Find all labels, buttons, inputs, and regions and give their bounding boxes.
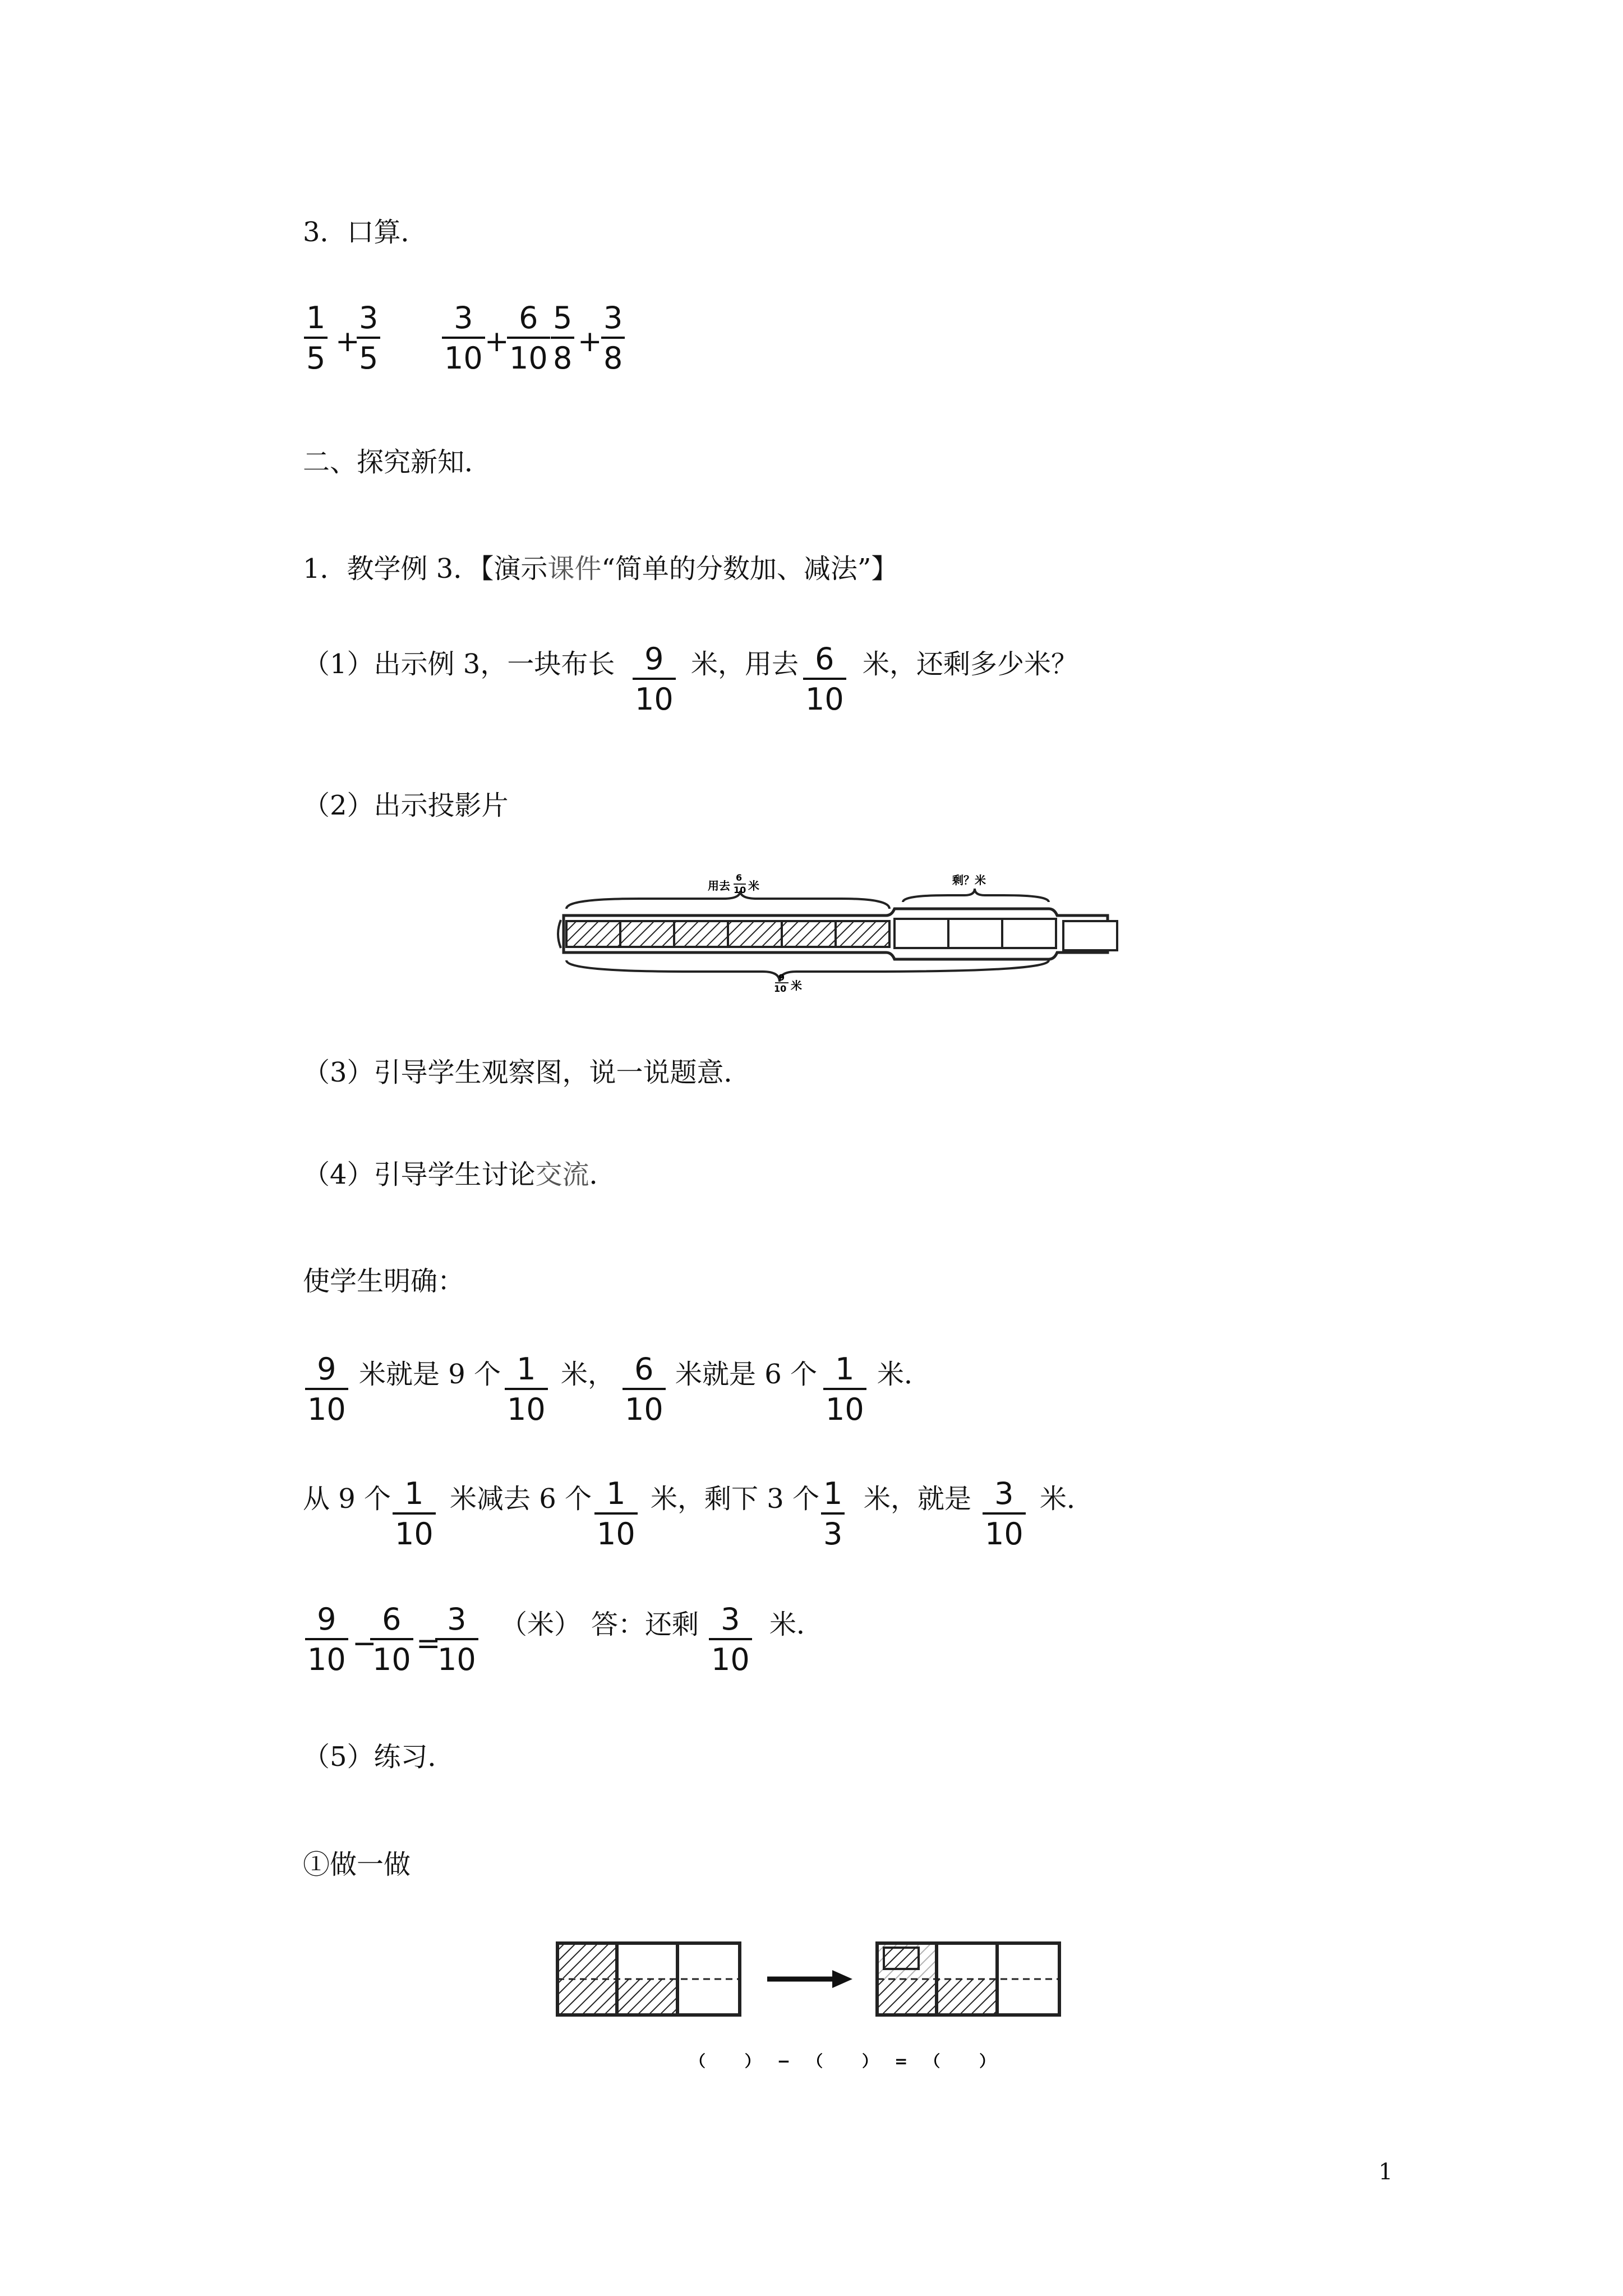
total-frac-num: 9 [778,972,785,983]
courseware-text: 课件 [547,553,602,585]
equals-sign: = [416,1627,441,1660]
fraction: 3 10 [983,1479,1026,1549]
line2-text2: 米减去 6 个 [450,1483,592,1515]
line2-text4: 米，就是 [864,1483,972,1515]
answer-text: 答：还剩 [591,1609,699,1640]
step1-text-c: 米，还剩多少米？ [863,648,1078,680]
fraction: 3 10 [435,1604,478,1675]
fraction: 6 10 [803,644,846,715]
step1-text-b: 米，用去 [691,648,799,680]
fraction: 3 10 [709,1604,752,1675]
used-frac-den: 10 [734,885,746,895]
fraction: 9 10 [305,1354,348,1425]
unit-meter: （米） [500,1609,582,1640]
step4-text [303,1161,616,1188]
fraction: 1 3 [821,1479,845,1549]
line1-text3: 米就是 6 个 [675,1359,818,1390]
remaining-label: 剩？米 [952,873,986,887]
fraction: 1 10 [594,1479,638,1549]
step1-text-a: （1）出示例 3，一块布长 [303,648,615,680]
step4-prefix: （4）引导学生讨论 [303,1159,536,1190]
fraction: 1 5 [304,303,328,374]
total-frac-den: 10 [774,983,787,993]
arrow-right-icon [767,1970,852,1988]
step3-text: （3）引导学生观察图，说一说题意． [303,1057,751,1088]
exchange-text: 交流 [535,1159,589,1190]
line1-text1: 米就是 9 个 [359,1359,501,1390]
fraction: 9 10 [305,1604,348,1675]
line1-text2: 米， [561,1359,615,1390]
section-heading-oral-calc: 3．口算． [303,217,428,248]
plus-sign: + [485,325,509,358]
line2-text5: 米． [1040,1483,1094,1515]
fraction: 6 10 [370,1604,413,1675]
extra-cell [1063,921,1117,950]
plus-sign: + [335,325,360,358]
example-suffix: “简单的分数加、减法”】 [601,553,898,585]
minus-sign: − [352,1627,377,1660]
page-number: 1 [1378,2159,1393,2185]
step2-text: （2）出示投影片 [303,790,509,821]
answer-unit: 米． [769,1609,824,1640]
fraction: 3 5 [357,303,380,374]
teaching-example-line [303,553,898,585]
used-unit: 米 [748,879,759,892]
right-grid [877,1943,1059,2015]
diagram-caption: （ ）−（ ）=（ ） [690,2052,1012,2070]
section-heading-explore: 二、探究新知． [303,447,492,478]
used-cells [566,921,889,947]
line2-text1: 从 9 个 [303,1483,391,1515]
remaining-cells [895,919,1056,948]
left-grid [557,1943,740,2015]
exercise-label: ①做一做 [303,1849,411,1880]
plus-sign: + [578,325,602,358]
fraction: 3 8 [601,303,625,374]
fraction: 6 10 [507,303,550,374]
fraction: 6 10 [623,1354,666,1425]
line2-text3: 米，剩下 3 个 [651,1483,820,1515]
clarify-text: 使学生明确： [303,1266,465,1297]
step4-suffix: ． [589,1159,616,1190]
fraction: 1 10 [505,1354,548,1425]
fraction: 5 8 [551,303,574,374]
cloth-length-diagram [555,864,1127,993]
used-label: 用去 [708,879,730,892]
fraction: 3 10 [442,303,485,374]
line1-text4: 米． [877,1359,932,1390]
used-frac-num: 6 [736,872,743,883]
example-prefix: 1．教学例 3．【演示 [303,553,548,585]
fraction: 1 10 [823,1354,866,1425]
total-unit: 米 [791,979,802,992]
fraction: 1 10 [393,1479,436,1549]
fraction-grid-diagram [555,1941,1082,2098]
step5-text: （5）练习． [303,1741,455,1773]
fraction: 9 10 [633,644,676,715]
